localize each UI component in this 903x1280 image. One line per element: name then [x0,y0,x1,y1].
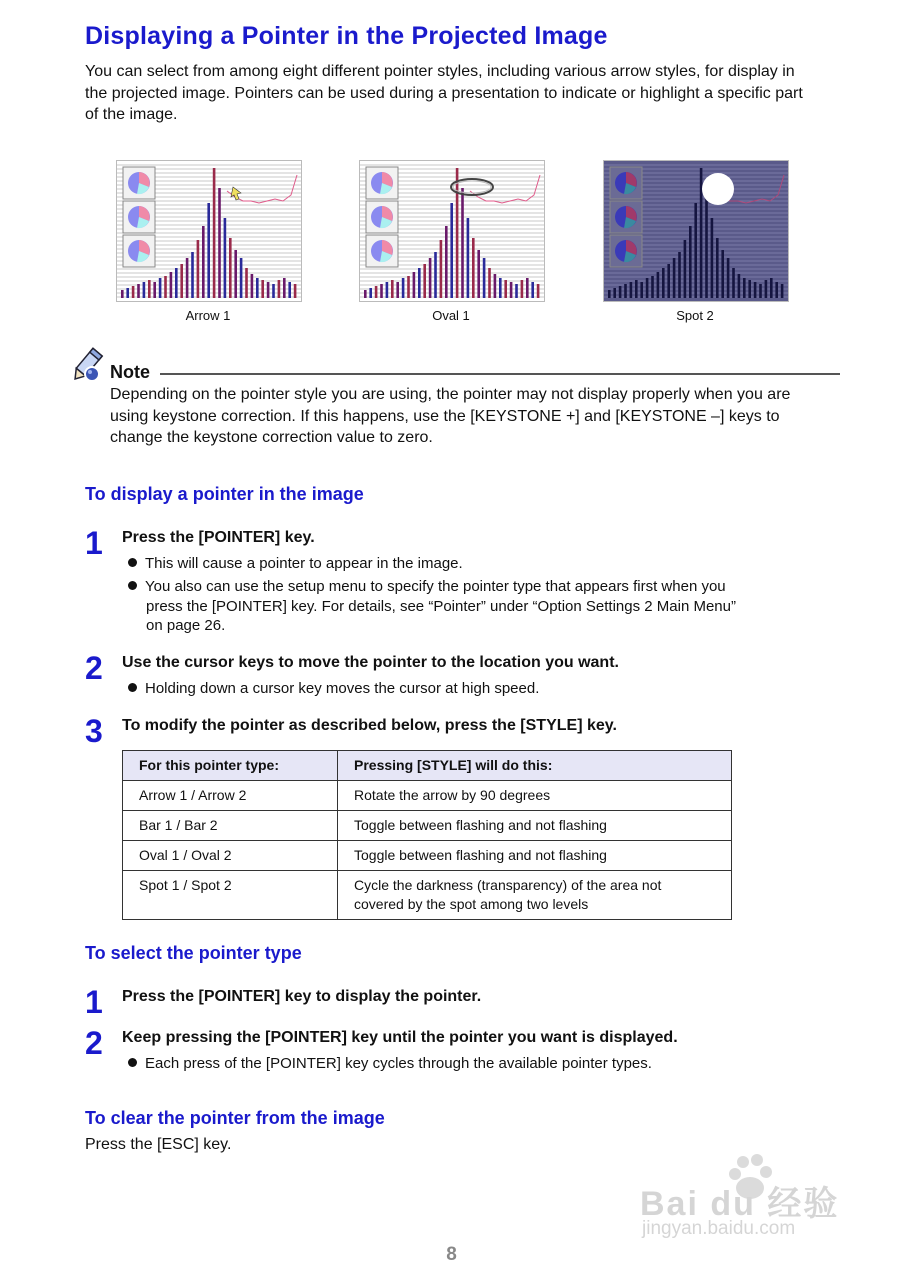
intro-paragraph: You can select from among eight different pointer styles, including various arrow styles, for display in the projected image. Pointers can be used during a presentation to indicate or highlight a specific part of the image. [85,63,803,123]
section-heading-display: To display a pointer in the image [85,484,364,504]
figure-oval-1 [359,160,545,302]
bullet-item: This will cause a pointer to appear in the image. [128,554,463,574]
bullet-item: Each press of the [POINTER] key cycles through the available pointer types. [128,1054,652,1074]
figure-spot-2 [603,160,789,302]
table-cell: Rotate the arrow by 90 degrees [338,781,732,811]
bullet-dot-icon [128,1058,137,1067]
note-divider [160,373,840,375]
note-body: Depending on the pointer style you are using, the pointer may not display properly when you are using keystone correction. If this happens, use the [KEYSTONE +] and [KEYSTONE –] keys to change the keystone correction value to zero. [110,386,791,446]
table-cell: Toggle between flashing and not flashing [338,811,732,841]
page-title: Displaying a Pointer in the Projected Image [85,22,608,50]
table-cell: Bar 1 / Bar 2 [123,811,338,841]
section-heading-select: To select the pointer type [85,943,302,963]
bullet-dot-icon [128,683,137,692]
figure-caption: Spot 2 [676,308,714,323]
step-text: To modify the pointer as described below, press the [STYLE] key. [122,717,617,734]
step-text: Press the [POINTER] key to display the pointer. [122,988,482,1005]
bullet-dot-icon [128,581,137,590]
section-heading-clear: To clear the pointer from the image [85,1108,385,1128]
table-header-cell: For this pointer type: [123,751,338,781]
page-number: 8 [446,1244,457,1265]
table-cell: Spot 1 / Spot 2 [123,871,338,920]
figure-caption: Oval 1 [432,308,470,323]
step-number: 2 [85,1025,103,1061]
table-cell: Arrow 1 / Arrow 2 [123,781,338,811]
table-header-cell: Pressing [STYLE] will do this: [338,751,732,781]
baidu-watermark: Bai du 经验 jingyan.baidu.com [640,1150,850,1245]
figure-caption: Arrow 1 [185,308,231,323]
step-text: Keep pressing the [POINTER] key until the pointer you want is displayed. [122,1029,678,1046]
step-text: Press the [POINTER] key. [122,529,315,546]
step-number: 1 [85,984,103,1020]
bullet-dot-icon [128,558,137,567]
bullet-item: Holding down a cursor key moves the cursor at high speed. [128,679,539,699]
table-row [123,811,732,841]
clear-instruction: Press the [ESC] key. [85,1136,232,1153]
step-number: 2 [85,650,103,686]
table-row [123,871,732,920]
bullet-item: You also can use the setup menu to specify the pointer type that appears first when you press the [POINTER] key. For details, see “Pointer” under “Option Settings 2 Main Menu” on page 26. [128,577,736,636]
step-number: 3 [85,713,103,749]
pointer-style-table [122,750,732,920]
step-text: Use the cursor keys to move the pointer to the location you want. [122,654,619,671]
note-pencil-icon [66,346,106,386]
note-title: Note [110,362,150,382]
step-number: 1 [85,525,103,561]
figure-arrow-1 [116,160,302,302]
table-header-row [123,751,732,781]
table-cell: Oval 1 / Oval 2 [123,841,338,871]
table-row [123,781,732,811]
table-cell: Toggle between flashing and not flashing [338,841,732,871]
table-row [123,841,732,871]
table-cell: Cycle the darkness (transparency) of the area not covered by the spot among two levels [338,871,732,920]
